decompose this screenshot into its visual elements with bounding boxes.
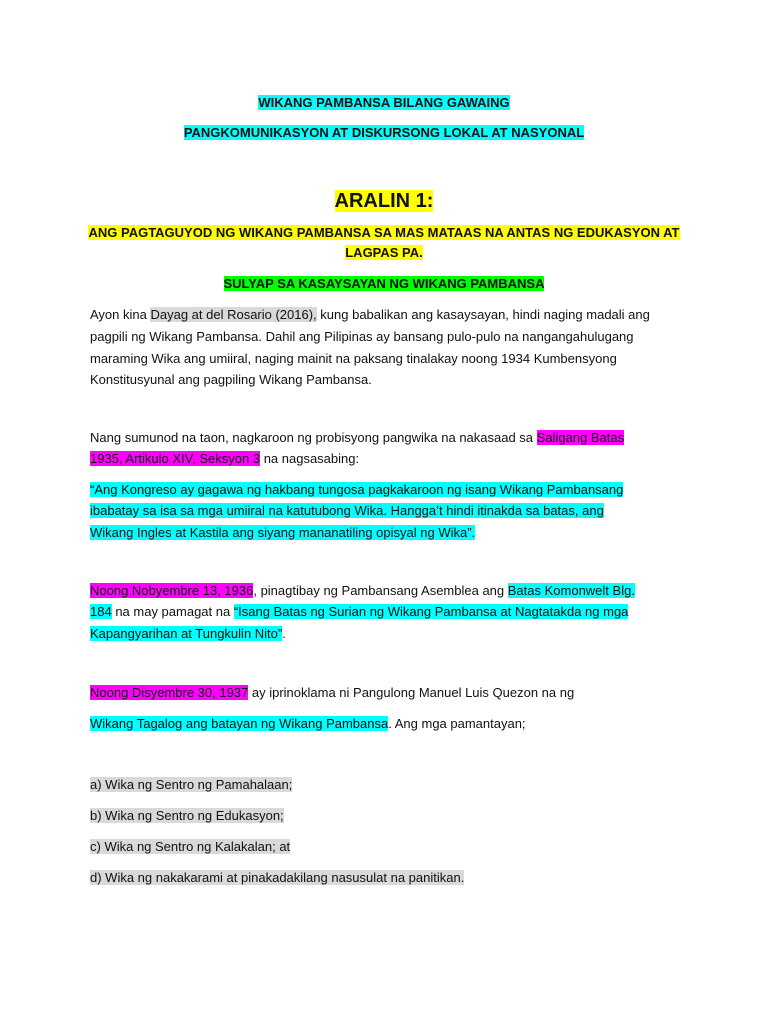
citation-highlight: Dayag at del Rosario (2016), — [150, 307, 317, 322]
criteria-item-a: a) Wika ng Sentro ng Pamahalaan; — [90, 777, 293, 792]
para1-line-1: Ayon kina Dayag at del Rosario (2016), kung babalikan ang kasaysayan, hindi naging madali ang — [90, 307, 650, 322]
para1-line-2: pagpili ng Wikang Pambansa. Dahil ang Pilipinas ay bansang pulo-pulo na nangangahulugang — [90, 329, 634, 344]
criteria-item-b: b) Wika ng Sentro ng Edukasyon; — [90, 808, 284, 823]
para3-line-3: Kapangyarihan at Tungkulin Nito”. — [90, 626, 286, 641]
para2-line-2: 1935, Artikulo XIV, Seksyon 3 na nagsasabing: — [90, 451, 360, 466]
para4-line-2: Wikang Tagalog ang batayan ng Wikang Pambansa. Ang mga pamantayan; — [90, 716, 526, 731]
criteria-item-d: d) Wika ng nakakarami at pinakadakilang nasusulat na panitikan. — [90, 870, 465, 885]
title-line-2: PANGKOMUNIKASYON AT DISKURSONG LOKAL AT NASYONAL — [183, 125, 585, 140]
para2-line-1: Nang sumunod na taon, nagkaroon ng probisyong pangwika na nakasaad sa Saligang Batas — [90, 430, 625, 445]
quote-line-1: “Ang Kongreso ay gagawa ng hakbang tungosa pagkakaroon ng isang Wikang Pambansang — [90, 482, 624, 497]
section-heading: SULYAP SA KASAYSAYAN NG WIKANG PAMBANSA — [223, 276, 545, 291]
para3-line-2: 184 na may pamagat na “Isang Batas ng Surian ng Wikang Pambansa at Nagtatakda ng mga — [90, 604, 629, 619]
para1-line-3: maraming Wika ang umiiral, naging mainit na paksang tinalakay noong 1934 Kumbensyong — [90, 351, 617, 366]
para1-line-4: Konstitusyunal ang pagpiling Wikang Pambansa. — [90, 372, 372, 387]
para3-line-1: Noong Nobyembre 13, 1936, pinagtibay ng Pambansang Asemblea ang Batas Komonwelt Blg. — [90, 583, 635, 598]
lesson-subtitle-line-1: ANG PAGTAGUYOD NG WIKANG PAMBANSA SA MAS MATAAS NA ANTAS NG EDUKASYON AT — [88, 225, 680, 240]
criteria-item-c: c) Wika ng Sentro ng Kalakalan; at — [90, 839, 291, 854]
para4-line-1: Noong Disyembre 30, 1937 ay iprinoklama ni Pangulong Manuel Luis Quezon na ng — [90, 685, 575, 700]
lesson-subtitle-line-2: LAGPAS PA. — [345, 245, 423, 260]
quote-line-3: Wikang Ingles at Kastila ang siyang mananatiling opisyal ng Wika”. — [90, 525, 476, 540]
quote-line-2: ibabatay sa isa sa mga umiiral na katutubong Wika. Hangga’t hindi itinakda sa batas, ang — [90, 503, 604, 518]
lesson-label: ARALIN 1: — [334, 190, 434, 212]
title-line-1: WIKANG PAMBANSA BILANG GAWAING — [258, 95, 510, 110]
